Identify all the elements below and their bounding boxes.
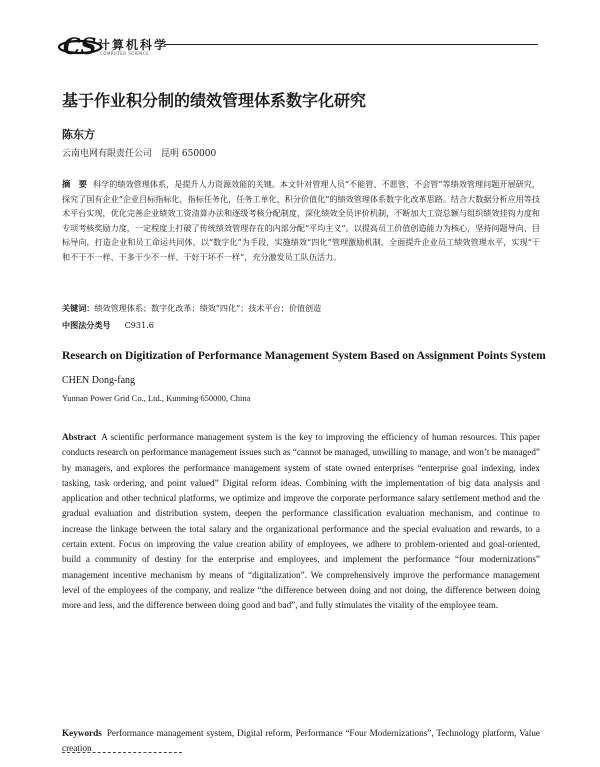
header-rule [164, 44, 538, 45]
footer-rule [62, 752, 182, 753]
keywords-cn [62, 303, 321, 314]
keywords-en-text: Performance management system, Digital reform, Performance “Four Modernizations”, Technology platform, Value creation [62, 728, 540, 754]
abstract-en-label: Abstract [62, 432, 97, 442]
logo-text: CS [63, 34, 97, 60]
clc-label: 中图法分类号 [62, 320, 111, 330]
journal-header [58, 32, 538, 62]
affiliation-cn: 云南电网有限责任公司 昆明 650000 [62, 149, 217, 159]
author-cn: 陈东方 [62, 128, 95, 141]
abstract-en-text: A scientific performance management system is the key to improving the efficiency of human resources. This paper conducts research on performance management issues such as “cannot be managed, unwilling to manage, and won’t be managed” by managers, and explores the performance management system of state owned enterprises “enterprise goal indexing, index tasking, task ordering, and point valued” Digital reform ideas. Combining with the implementation of big data analysis and application and other technical platforms, we optimize and improve the corporate performance salary settlement method and the gradual evaluation and distribution system, deepen the performance classification evaluation mechanism, and continue to increase the linkage between the total salary and the organizational performance and the special evaluation and rewards, to a certain extent. Focus on improving the value creation ability of employees, we adhere to problem-oriented and goal-oriented, build a community of destiny for the enterprise and employees, and implement the performance “four modernizations” management incentive mechanism by means of “digitalization”. We comprehensively improve the performance management level of the employees of the company, and realize “the difference between doing and not doing, the difference between doing more and less, and the difference between doing good and bad”, and fully stimulates the vitality of the employee team. [62, 432, 540, 611]
journal-name: 计算机科学 [98, 38, 169, 52]
abstract-cn-text: 科学的绩效管理体系，是提升人力资源效能的关键。本文针对管理人员“不能管、不愿管、不会管”等绩效管理问题开展研究，探究了国有企业“企业目标指标化，指标任务化，任务工单化，积分价值化”的绩效管理体系数字化改革思路。结合大数据分析应用等技术平台实现，优化完善企业绩效工资清算办法和逐级考核分配制度，深化绩效全员评价机制，不断加大工资总额与组织绩效挂钩力度和专项考核奖励力度，一定程度上打破了传统绩效管理存在的内部分配“平均主义”。以提高员工价值创造能力为核心，坚持问题导向、目标导向，打造企业和员工命运共同体，以“数字化”为手段，实施绩效“四化”管理激励机制，全面提升企业员工绩效管理水平，实现“干和不干不一样、干多干少不一样、干好干坏不一样”，充分激发员工队伍活力。 [62, 179, 540, 262]
clc-number [62, 320, 154, 331]
abstract-cn [62, 177, 540, 265]
keywords-cn-label: 关键词： [62, 303, 95, 313]
journal-subtitle: COMPUTER SCIENCE [100, 51, 150, 56]
keywords-cn-text: 绩效管理体系；数字化改革；绩效“四化”；技术平台；价值创造 [94, 303, 322, 313]
affiliation-en: Yunnan Power Grid Co., Ltd., Kunming 650000, China [62, 393, 251, 403]
title-cn: 基于作业积分制的绩效管理体系数字化研究 [62, 91, 367, 110]
abstract-cn-label: 摘 要 [62, 179, 87, 189]
author-en: CHEN Dong-fang [62, 375, 136, 386]
keywords-en-label: Keywords [62, 728, 102, 738]
clc-code: C931.6 [124, 320, 154, 330]
abstract-en [62, 430, 540, 614]
title-en: Research on Digitization of Performance Management System Based on Assignment Points System [62, 350, 546, 362]
